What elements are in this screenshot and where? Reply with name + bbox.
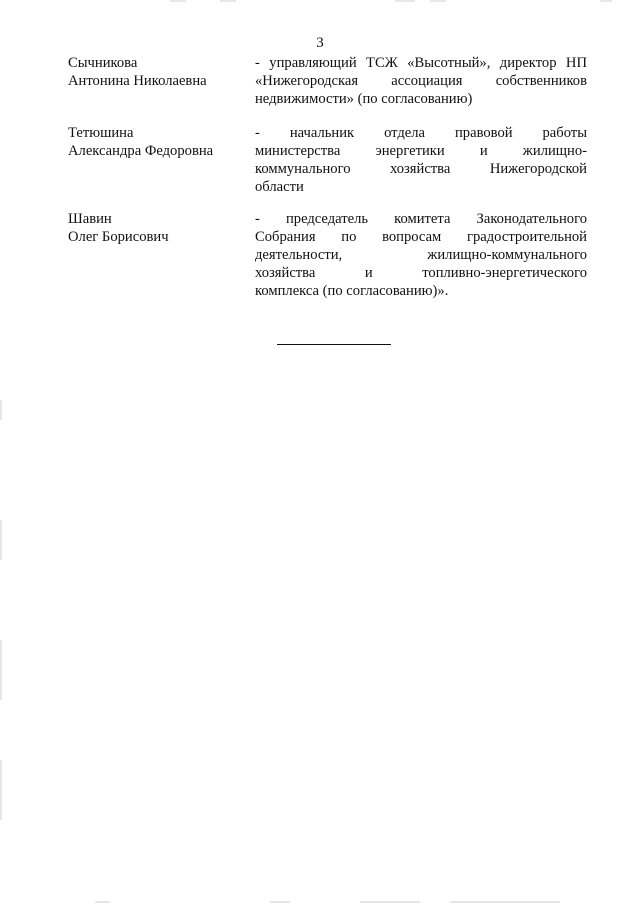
member-role — [255, 124, 587, 196]
member-role — [255, 54, 587, 108]
member-surname: Шавин — [68, 211, 112, 227]
member-name — [68, 54, 248, 90]
role-line: недвижимости» (по согласованию) — [255, 91, 473, 107]
closing-separator-line — [277, 344, 391, 345]
role-line: - управляющий ТСЖ «Высотный», директор НП — [255, 55, 587, 71]
role-line: - председатель комитета Законодательного — [255, 211, 587, 227]
role-line: комплекса (по согласованию)». — [255, 283, 449, 299]
member-name — [68, 124, 248, 160]
role-line: коммунального хозяйства Нижегородской — [255, 161, 587, 177]
role-line: хозяйства и топливно-энергетического — [255, 265, 587, 281]
member-surname: Сычникова — [68, 55, 138, 71]
member-given-names: Олег Борисович — [68, 229, 169, 245]
page-number: 3 — [316, 35, 324, 51]
role-line: - начальник отдела правовой работы — [255, 125, 587, 141]
member-role — [255, 210, 587, 300]
member-given-names: Антонина Николаевна — [68, 73, 207, 89]
member-surname: Тетюшина — [68, 125, 134, 141]
role-line: «Нижегородская ассоциация собственников — [255, 73, 587, 89]
role-line: деятельности, жилищно-коммунального — [255, 247, 587, 263]
member-name — [68, 210, 248, 246]
role-line: Собрания по вопросам градостроительной — [255, 229, 587, 245]
member-given-names: Александра Федоровна — [68, 143, 214, 159]
role-line: области — [255, 179, 304, 195]
role-line: министерства энергетики и жилищно- — [255, 143, 587, 159]
